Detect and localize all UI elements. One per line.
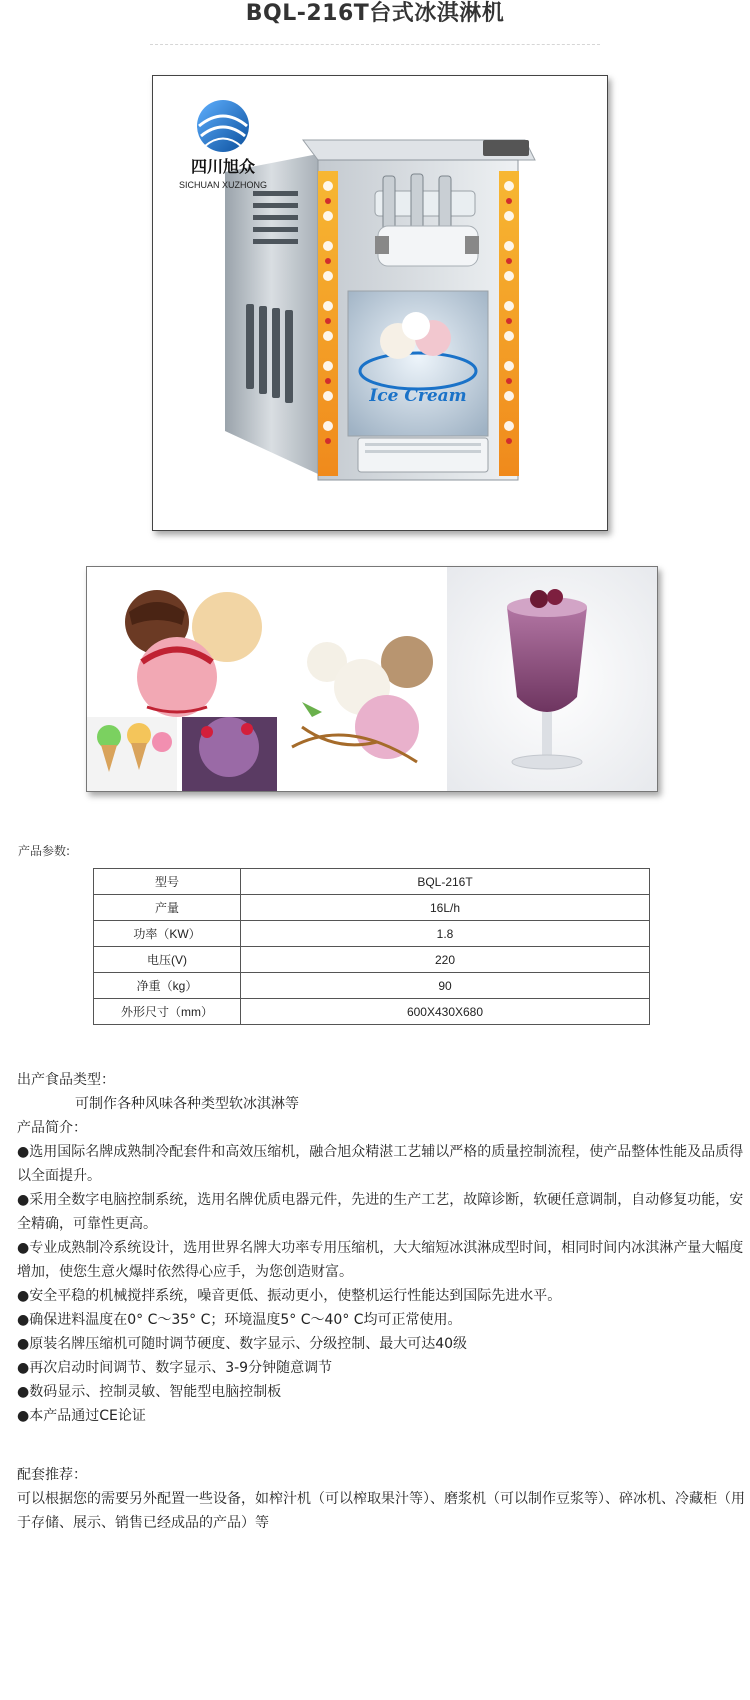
logo-text-cn: 四川旭众 bbox=[190, 157, 256, 176]
food-collage-image bbox=[86, 566, 658, 792]
recommend-heading: 配套推荐： bbox=[17, 1467, 87, 1483]
spec-value: 90 bbox=[241, 973, 650, 999]
title-divider bbox=[150, 44, 600, 45]
intro-bullet: ●选用国际名牌成熟制冷配套件和高效压缩机，融合旭众精湛工艺辅以严格的质量控制流程，使产品整体性能及品质得以全面提升。 bbox=[17, 1144, 744, 1184]
spec-value: BQL-216T bbox=[241, 869, 650, 895]
spec-key: 功率（KW） bbox=[94, 921, 241, 947]
spec-key: 电压(V) bbox=[94, 947, 241, 973]
table-row bbox=[94, 947, 650, 973]
intro-bullet: ●数码显示、控制灵敏、智能型电脑控制板 bbox=[17, 1384, 282, 1400]
table-row bbox=[94, 895, 650, 921]
ice-cream-machine-illustration bbox=[153, 76, 607, 530]
spec-key: 型号 bbox=[94, 869, 241, 895]
product-image bbox=[152, 75, 608, 531]
params-label: 产品参数: bbox=[18, 844, 71, 858]
machine-decal-text: Ice Cream bbox=[369, 386, 467, 406]
table-row bbox=[94, 869, 650, 895]
spec-key: 产量 bbox=[94, 895, 241, 921]
product-description bbox=[17, 1068, 747, 1428]
table-row bbox=[94, 973, 650, 999]
table-row bbox=[94, 999, 650, 1025]
recommend-text: 可以根据您的需要另外配置一些设备，如榨汁机（可以榨取果汁等）、磨浆机（可以制作豆浆等）、碎冰机、冷藏柜（用于存储、展示、销售已经成品的产品）等 bbox=[17, 1491, 745, 1531]
intro-bullet: ●安全平稳的机械搅拌系统，噪音更低、振动更小，使整机运行性能达到国际先进水平。 bbox=[17, 1288, 562, 1304]
logo-text-en: SICHUAN XUZHONG bbox=[178, 180, 268, 190]
food-types-text: 可制作各种风味各种类型软冰淇淋等 bbox=[75, 1096, 299, 1112]
intro-bullet: ●确保进料温度在0° C～35° C；环境温度5° C～40° C均可正常使用。 bbox=[17, 1312, 462, 1328]
table-row bbox=[94, 921, 650, 947]
spec-key: 外形尺寸（mm） bbox=[94, 999, 241, 1025]
brand-logo bbox=[197, 100, 249, 152]
recommend-section bbox=[17, 1463, 747, 1535]
spec-table bbox=[93, 868, 650, 1025]
spec-value: 16L/h bbox=[241, 895, 650, 921]
intro-bullet: ●本产品通过CE论证 bbox=[17, 1408, 146, 1424]
spec-value: 600X430X680 bbox=[241, 999, 650, 1025]
intro-bullet: ●专业成熟制冷系统设计，选用世界名牌大功率专用压缩机，大大缩短冰淇淋成型时间，相同时间内冰淇淋产量大幅度增加，使您生意火爆时依然得心应手，为您创造财富。 bbox=[17, 1240, 744, 1280]
page-title: BQL-216T台式冰淇淋机 bbox=[245, 1, 505, 26]
food-types-heading: 出产食品类型： bbox=[17, 1072, 115, 1088]
intro-bullet: ●再次启动时间调节、数字显示、3-9分钟随意调节 bbox=[17, 1360, 333, 1376]
intro-bullet: ●采用全数字电脑控制系统，选用名牌优质电器元件，先进的生产工艺，故障诊断，软硬任意调制，自动修复功能，安全精确，可靠性更高。 bbox=[17, 1192, 744, 1232]
spec-value: 1.8 bbox=[241, 921, 650, 947]
intro-heading: 产品简介： bbox=[17, 1120, 87, 1136]
spec-value: 220 bbox=[241, 947, 650, 973]
intro-bullet: ●原装名牌压缩机可随时调节硬度、数字显示、分级控制、最大可达40级 bbox=[17, 1336, 468, 1352]
spec-key: 净重（kg） bbox=[94, 973, 241, 999]
ice-cream-collage-illustration bbox=[87, 567, 657, 791]
